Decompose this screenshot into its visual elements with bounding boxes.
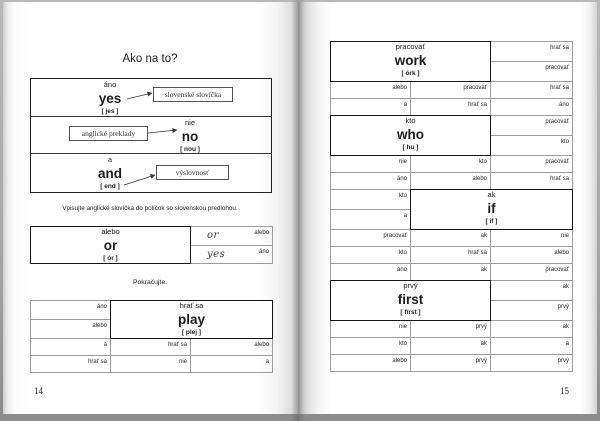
pronunciation: [ fírst ] [400, 309, 421, 316]
answer-cell: prvý [491, 355, 573, 372]
word-box [330, 115, 491, 156]
pronunciation: [ if ] [485, 218, 498, 225]
english-word: first [397, 292, 424, 307]
answer-cell: hrať sa [31, 356, 111, 373]
english-word: no [181, 128, 199, 144]
answer-cell: pracovať [411, 82, 491, 99]
answer-cell: alebo [411, 173, 491, 190]
vocabulary-grid [330, 41, 573, 372]
word-block-first [331, 281, 573, 321]
answer-cell: ak [411, 230, 491, 247]
english-word: yes [98, 91, 122, 106]
answer-row [331, 82, 573, 99]
side-cells [491, 116, 573, 156]
answer-cell: alebo [191, 339, 273, 356]
answer-cell: hrať sa [411, 247, 491, 264]
word-block-who [331, 116, 573, 156]
answer-cell: nie [491, 230, 573, 247]
answer-cell: hrať sa [411, 99, 491, 116]
word-box [330, 41, 491, 82]
answer-row [331, 355, 573, 372]
answer-cell: ak [411, 264, 491, 281]
pronunciation: [ plej ] [181, 329, 202, 336]
word-box [30, 226, 191, 264]
slovak-word: alebo [101, 227, 120, 236]
answer-cell: alebo [331, 82, 411, 99]
answer-cell: pracovať [491, 264, 573, 281]
slovak-word: kto [405, 116, 416, 125]
answer-cell: hrať sa [491, 82, 573, 99]
cell-prompt: áno [258, 248, 269, 255]
answer-cell: kto [331, 338, 411, 355]
handwritten-answer: yes [207, 248, 226, 260]
answer-row [331, 321, 573, 338]
answer-row [31, 339, 273, 356]
answer-row [331, 173, 573, 190]
answer-cell: pracovať [491, 156, 573, 173]
answer-cell: prvý [411, 321, 491, 338]
example-row [31, 79, 271, 117]
pronunciation: [ hu ] [402, 144, 419, 151]
answer-cell: alebo [491, 247, 573, 264]
answer-row [331, 264, 573, 281]
answer-cell: kto [411, 156, 491, 173]
answer-row [331, 230, 573, 247]
side-cells [191, 227, 273, 264]
answer-cell: hrať sa [111, 339, 191, 356]
answer-cell: kto [331, 247, 411, 264]
english-word: work [394, 53, 427, 68]
answer-cell: prvý [411, 355, 491, 372]
example-row [31, 154, 271, 192]
page-number: 15 [560, 386, 569, 396]
word-block-work [331, 42, 573, 82]
answer-cell [191, 246, 273, 265]
callout-box: slovenské slovíčka [153, 87, 233, 102]
callout-box: výslovnosť [156, 165, 229, 180]
slovak-word: áno [103, 80, 117, 89]
answer-cell: alebo [331, 355, 411, 372]
answer-cell: kto [331, 190, 411, 210]
answer-cell: kto [491, 136, 573, 156]
answer-cell: pracovať [491, 116, 573, 136]
answer-cell: nie [331, 156, 411, 173]
pronunciation: [ end ] [100, 183, 120, 190]
page-left [3, 2, 298, 414]
word-box [110, 300, 273, 339]
answer-cell: prvý [491, 301, 573, 321]
answer-cell: hrať sa [491, 42, 573, 62]
page-title: Ako na to? [122, 53, 178, 65]
word-box [330, 280, 491, 321]
example-row [31, 117, 271, 155]
answer-cell: a [331, 210, 411, 230]
handwritten-answer: or [207, 230, 219, 241]
answer-cell [191, 227, 273, 246]
word-group [70, 154, 150, 191]
page-right [298, 2, 597, 414]
word-box [410, 189, 573, 230]
word-block-play [31, 301, 273, 339]
instruction-text: Vpisujte anglické slovíčka do políčok so slovenskou predlohou. [62, 205, 238, 212]
side-cells [331, 190, 411, 230]
answer-cell: a [31, 339, 111, 356]
answer-cell: a [191, 356, 273, 373]
pronunciation: [ jes ] [101, 108, 119, 115]
word-block-if [331, 190, 573, 230]
vocabulary-grid [30, 300, 273, 373]
word-group [70, 79, 150, 116]
answer-row [331, 338, 573, 355]
side-cells [491, 42, 573, 82]
answer-cell: alebo [31, 320, 111, 339]
answer-cell: ak [411, 338, 491, 355]
slovak-word: prvý [403, 281, 418, 290]
slovak-word: nie [184, 117, 195, 127]
answer-cell: ak [491, 321, 573, 338]
answer-row [31, 356, 273, 373]
answer-cell: pracovať [331, 230, 411, 247]
answer-cell: a [491, 338, 573, 355]
slovak-word: a [107, 155, 113, 164]
answer-cell: a [331, 99, 411, 116]
english-word: who [397, 127, 424, 142]
answer-cell: áno [331, 264, 411, 281]
continue-text: Pokračujte. [132, 279, 167, 286]
answer-cell: áno [31, 301, 111, 320]
callout-box: anglické preklady [69, 126, 148, 141]
side-cells [31, 301, 111, 339]
word-group [150, 117, 230, 154]
english-word: or [103, 238, 118, 253]
english-word: if [487, 201, 496, 216]
word-block-or [31, 227, 273, 264]
answer-cell: nie [111, 356, 191, 373]
answer-row [331, 156, 573, 173]
side-cells [491, 281, 573, 321]
slovak-word: ak [487, 190, 496, 199]
answer-row [331, 247, 573, 264]
answer-cell: ak [491, 281, 573, 301]
answer-cell: áno [491, 99, 573, 116]
answer-row [331, 99, 573, 116]
slovak-word: pracovať [395, 42, 426, 51]
answer-cell: hrať sa [491, 173, 573, 190]
english-word: play [177, 312, 205, 327]
answer-cell: nie [331, 321, 411, 338]
english-word: and [97, 166, 122, 181]
slovak-word: hrať sa [179, 301, 204, 310]
gutter-shadow [291, 0, 305, 421]
answer-cell: áno [331, 173, 411, 190]
pronunciation: [ nou ] [180, 145, 200, 153]
page-number: 14 [34, 386, 43, 396]
answer-cell: pracovať [491, 62, 573, 82]
practice-grid [30, 226, 273, 264]
pronunciation: [ órk ] [401, 70, 420, 77]
pronunciation: [ ór ] [103, 255, 118, 262]
example-box [30, 78, 272, 193]
cell-prompt: alebo [254, 230, 269, 236]
